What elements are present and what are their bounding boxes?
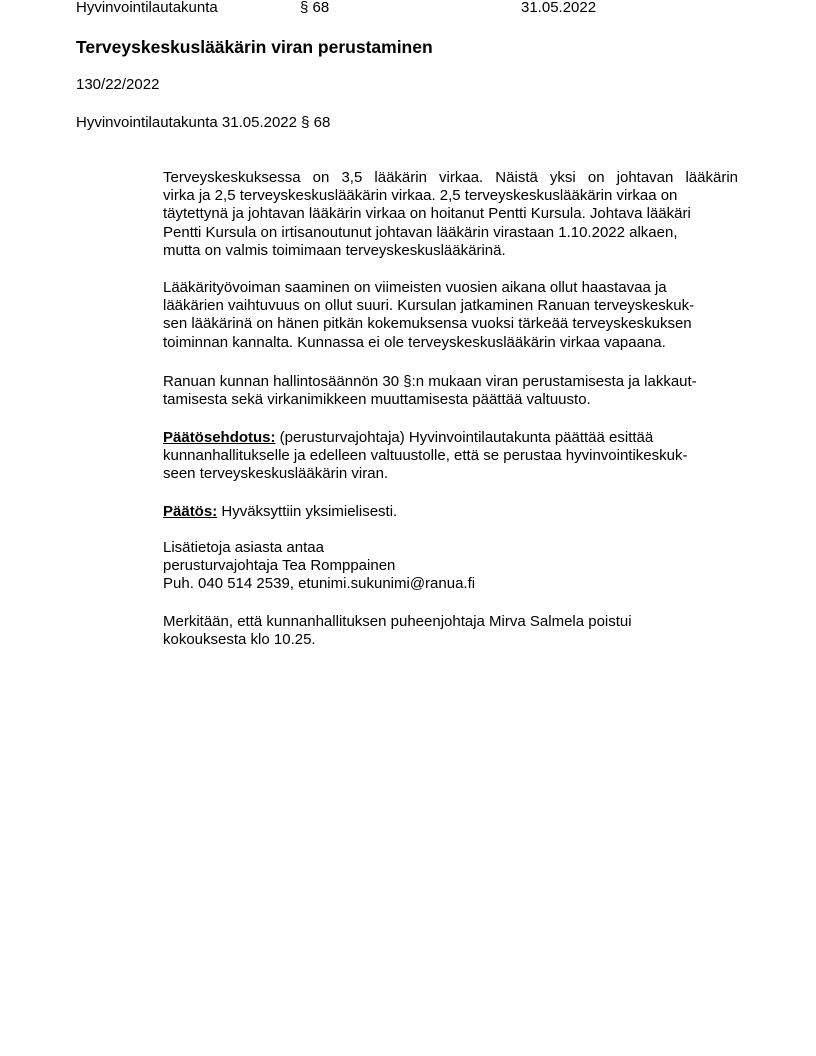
text-line: kokouksesta klo 10.25. — [163, 631, 316, 649]
text-line: Puh. 040 514 2539, etunimi.sukunimi@ranua.fi — [163, 575, 476, 593]
note — [163, 613, 738, 649]
text-line: Terveyskeskuksessa on 3,5 lääkärin virkaa. Näistä yksi on johtavan lääkärin — [163, 169, 738, 186]
decision-label: Päätös: — [163, 503, 218, 520]
paragraph-3 — [163, 373, 738, 409]
text-line: Ranuan kunnan hallintosäännön 30 §:n mukaan viran perustamisesta ja lakkaut- — [163, 373, 697, 390]
decision-text: Hyväksyttiin yksimielisesti. — [217, 503, 398, 520]
header-section: § 68 — [300, 0, 330, 16]
decision — [163, 503, 738, 521]
text-line: Merkitään, että kunnanhallituksen puheenjohtaja Mirva Salmela poistui — [163, 613, 632, 630]
text-line: virka ja 2,5 terveyskeskuslääkärin virkaa. 2,5 terveyskeskuslääkärin virkaa on — [163, 187, 678, 205]
text-line: tamisesta sekä virkanimikkeen muuttamisesta päättää valtuusto. — [163, 391, 591, 409]
proposal-label: Päätösehdotus: — [163, 429, 276, 446]
paragraph-1 — [163, 169, 738, 260]
paragraph-2 — [163, 279, 738, 352]
text-line: sen lääkärinä on hänen pitkän kokemuksensa vuoksi tärkeää terveyskeskuksen — [163, 315, 692, 333]
text-line: Lääkärityövoiman saaminen on viimeisten vuosien aikana ollut haastavaa ja — [163, 279, 667, 296]
header-board: Hyvinvointilautakunta — [76, 0, 218, 16]
text-line: seen terveyskeskuslääkärin viran. — [163, 465, 389, 483]
document-title: Terveyskeskuslääkärin viran perustaminen — [76, 37, 433, 57]
text-line: mutta on valmis toimimaan terveyskeskuslääkärinä. — [163, 241, 506, 259]
text-line: toiminnan kannalta. Kunnassa ei ole terveyskeskuslääkärin virkaa vapaana. — [163, 333, 666, 351]
text-line: (perusturvajohtaja) Hyvinvointilautakunta päättää esittää — [275, 429, 654, 446]
text-line: kunnanhallitukselle ja edelleen valtuustolle, että se perustaa hyvinvointikeskuk- — [163, 447, 688, 465]
header-date: 31.05.2022 — [521, 0, 597, 16]
text-line: perusturvajohtaja Tea Romppainen — [163, 557, 396, 575]
text-line: lääkärien vaihtuvuus on ollut suuri. Kursulan jatkaminen Ranuan terveyskeskuk- — [163, 297, 695, 315]
text-line: täytettynä ja johtavan lääkärin virkaa on hoitanut Pentti Kursula. Johtava lääkäri — [163, 205, 691, 223]
contact-info — [163, 539, 738, 594]
meeting-reference: Hyvinvointilautakunta 31.05.2022 § 68 — [76, 114, 331, 131]
text-line: Pentti Kursula on irtisanoutunut johtavan lääkärin virastaan 1.10.2022 alkaen, — [163, 223, 678, 241]
proposal — [163, 429, 738, 484]
case-number: 130/22/2022 — [76, 76, 160, 93]
text-line: Lisätietoja asiasta antaa — [163, 539, 324, 556]
